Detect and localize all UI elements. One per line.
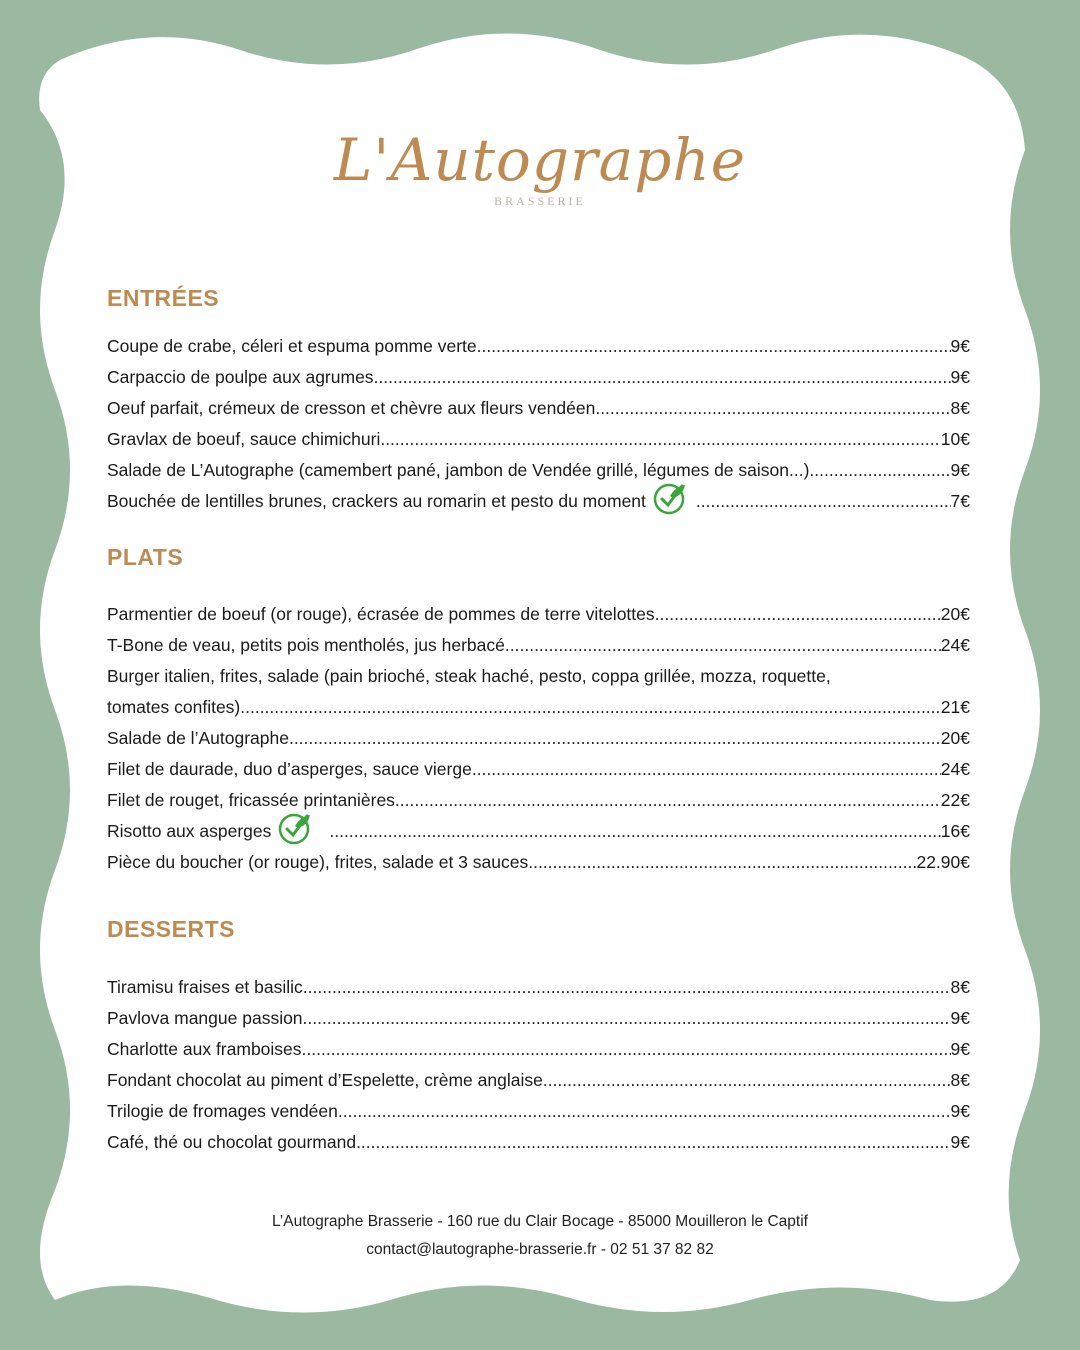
item-price: 16€ <box>940 821 970 841</box>
section-title-plats: PLATS <box>107 544 184 570</box>
dot-leader <box>505 634 941 656</box>
menu-item <box>107 749 970 780</box>
item-price: 24€ <box>940 635 970 655</box>
section-title-entrees: ENTRÉES <box>107 285 220 311</box>
menu-item <box>107 450 970 481</box>
section-title-desserts: DESSERTS <box>107 916 235 942</box>
dot-leader <box>395 789 941 811</box>
item-price: 22.90€ <box>916 852 970 872</box>
item-price: 24€ <box>940 759 970 779</box>
item-name: Filet de daurade, duo d’asperges, sauce vierge <box>107 759 472 779</box>
dot-leader <box>303 1007 951 1029</box>
menu-item <box>107 718 970 749</box>
item-name: Salade de L’Autographe (camembert pané, jambon de Vendée grillé, légumes de saison...) <box>107 460 810 480</box>
item-name: Carpaccio de poulpe aux agrumes <box>107 367 374 387</box>
item-name: Oeuf parfait, crémeux de cresson et chèvre aux fleurs vendéen <box>107 398 596 418</box>
item-price: 9€ <box>950 460 970 480</box>
menu-item <box>107 357 970 388</box>
menu-item <box>107 594 970 625</box>
dot-leader <box>240 696 941 718</box>
dot-leader <box>380 428 940 450</box>
item-price: 8€ <box>950 977 970 997</box>
menu-item <box>107 811 970 842</box>
dot-leader <box>528 851 916 873</box>
item-name: Trilogie de fromages vendéen <box>107 1101 338 1121</box>
item-name: Bouchée de lentilles brunes, crackers au romarin et pesto du moment <box>107 491 646 511</box>
brand-logo: L'Autographe <box>333 126 747 194</box>
menu-item <box>107 967 970 998</box>
item-price: 21€ <box>940 697 970 717</box>
dot-leader <box>696 490 951 512</box>
item-price: 20€ <box>940 728 970 748</box>
dot-leader <box>289 727 941 749</box>
item-price: 9€ <box>950 367 970 387</box>
item-name: Pavlova mangue passion <box>107 1008 303 1028</box>
footer-address: L’Autographe Brasserie - 160 rue du Clair Bocage - 85000 Mouilleron le Captif <box>272 1213 808 1230</box>
desserts-list <box>107 967 970 1153</box>
item-price: 9€ <box>950 1039 970 1059</box>
menu-item <box>107 1060 970 1091</box>
plats-list <box>107 594 970 873</box>
item-name: Fondant chocolat au piment d’Espelette, crème anglaise <box>107 1070 543 1090</box>
item-price: 22€ <box>940 790 970 810</box>
item-price: 8€ <box>950 1070 970 1090</box>
menu-item <box>107 326 970 357</box>
item-price: 10€ <box>940 429 970 449</box>
dot-leader <box>329 820 940 842</box>
item-name: Coupe de crabe, céleri et espuma pomme verte <box>107 336 477 356</box>
dot-leader <box>809 459 950 481</box>
menu-item <box>107 998 970 1029</box>
menu-item <box>107 842 970 873</box>
menu-item <box>107 1091 970 1122</box>
dot-leader <box>356 1131 950 1153</box>
dot-leader <box>595 397 950 419</box>
item-name: Parmentier de boeuf (or rouge), écrasée de pommes de terre vitelottes <box>107 604 655 624</box>
item-price: 9€ <box>950 1132 970 1152</box>
item-name: Salade de l’Autographe <box>107 728 289 748</box>
menu-item <box>107 656 970 718</box>
vegetarian-leaf-icon <box>277 810 313 846</box>
dot-leader <box>655 603 941 625</box>
item-price: 8€ <box>950 398 970 418</box>
dot-leader <box>472 758 941 780</box>
menu-item <box>107 388 970 419</box>
item-name: Risotto aux asperges <box>107 821 272 841</box>
item-price: 9€ <box>950 1101 970 1121</box>
menu-item <box>107 1122 970 1153</box>
brand-subtitle: BRASSERIE <box>494 194 586 208</box>
item-name: T-Bone de veau, petits pois mentholés, jus herbacé <box>107 635 505 655</box>
item-name-continued: tomates confites) <box>107 697 241 717</box>
item-name: Café, thé ou chocolat gourmand <box>107 1132 357 1152</box>
item-price: 9€ <box>950 1008 970 1028</box>
footer-contact[interactable]: contact@lautographe-brasserie.fr - 02 51 37 82 82 <box>366 1241 714 1258</box>
vegetarian-leaf-icon <box>652 480 688 516</box>
item-name: Filet de rouget, fricassée printanières <box>107 790 395 810</box>
dot-leader <box>303 976 951 998</box>
dot-leader <box>338 1100 951 1122</box>
item-name: Burger italien, frites, salade (pain brioché, steak haché, pesto, coppa grillée, mozza, roquette, <box>107 666 831 686</box>
item-name: Gravlax de boeuf, sauce chimichuri <box>107 429 381 449</box>
menu-item <box>107 625 970 656</box>
item-price: 7€ <box>950 491 970 511</box>
dot-leader <box>477 335 951 357</box>
item-name: Pièce du boucher (or rouge), frites, salade et 3 sauces <box>107 852 529 872</box>
dot-leader <box>374 366 951 388</box>
menu-item <box>107 780 970 811</box>
item-price: 9€ <box>950 336 970 356</box>
item-name: Tiramisu fraises et basilic <box>107 977 303 997</box>
menu-item <box>107 419 970 450</box>
item-price: 20€ <box>940 604 970 624</box>
menu-item <box>107 481 970 512</box>
item-name: Charlotte aux framboises <box>107 1039 302 1059</box>
entrees-list <box>107 326 970 512</box>
dot-leader <box>302 1038 951 1060</box>
dot-leader <box>543 1069 951 1091</box>
menu-item <box>107 1029 970 1060</box>
